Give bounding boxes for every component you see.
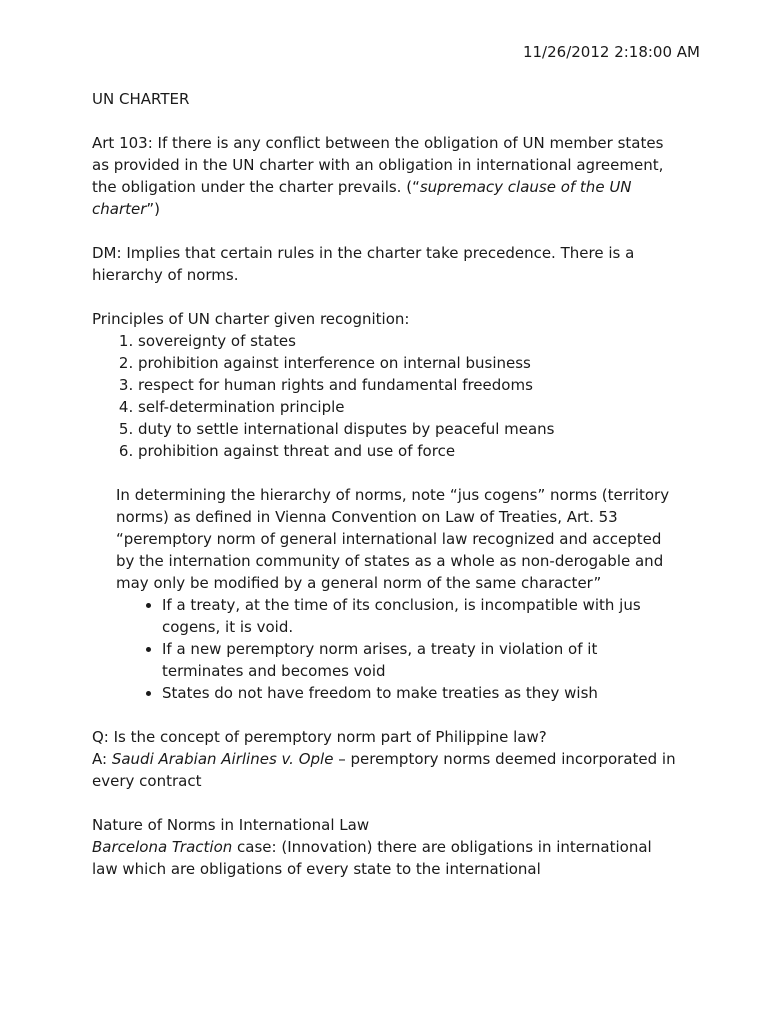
qa-block bbox=[92, 726, 682, 792]
art-103-close: ”) bbox=[146, 200, 161, 218]
principles-intro: Principles of UN charter given recognition: bbox=[92, 310, 410, 328]
art-103-paragraph bbox=[92, 132, 682, 220]
list-item: • If a new peremptory norm arises, a treaty in violation of it terminates and becomes void bbox=[162, 638, 682, 682]
art-103-text: Art 103: If there is any conflict between the obligation of UN member states as provided in the UN charter with an obligation in international agreement, the obligation under the charter prevails. (“ bbox=[92, 134, 664, 196]
document-title: UN CHARTER bbox=[92, 90, 190, 108]
nature-heading: Nature of Norms in International Law bbox=[92, 816, 370, 834]
answer-prefix: A: bbox=[92, 750, 112, 768]
list-item: 5. duty to settle international disputes by peaceful means bbox=[138, 418, 682, 440]
document-body bbox=[92, 88, 682, 902]
supremacy-clause-term: supremacy clause of the UN charter bbox=[92, 178, 632, 218]
list-item: • States do not have freedom to make treaties as they wish bbox=[162, 682, 682, 704]
list-item: 3. respect for human rights and fundamental freedoms bbox=[138, 374, 682, 396]
timestamp: 11/26/2012 2:18:00 AM bbox=[522, 43, 700, 61]
case-name: Barcelona Traction bbox=[92, 838, 233, 856]
principles-list bbox=[92, 330, 682, 462]
list-item: 1. sovereignty of states bbox=[138, 330, 682, 352]
case-name: Saudi Arabian Airlines v. Ople bbox=[111, 750, 334, 768]
hierarchy-paragraph: In determining the hierarchy of norms, note “jus cogens” norms (territory norms) as defined in Vienna Convention on Law of Treaties, Art. 53 “peremptory norm of general international law recognized and accepted by the internation community of states as a whole as non-derogable and may only be modified by a general norm of the same character” bbox=[116, 486, 670, 592]
list-item: 2. prohibition against interference on internal business bbox=[138, 352, 682, 374]
question-text: Q: Is the concept of peremptory norm part of Philippine law? bbox=[92, 728, 547, 746]
list-item: 6. prohibition against threat and use of force bbox=[138, 440, 682, 462]
answer-text: – peremptory norms deemed incorporated in every contract bbox=[92, 750, 676, 790]
nature-text: case: (Innovation) there are obligations in international law which are obligations of every state to the international bbox=[92, 838, 652, 878]
list-item: • If a treaty, at the time of its conclusion, is incompatible with jus cogens, it is void. bbox=[162, 594, 682, 638]
dm-paragraph: DM: Implies that certain rules in the charter take precedence. There is a hierarchy of norms. bbox=[92, 244, 635, 284]
jus-cogens-bullets bbox=[92, 594, 682, 704]
nature-block bbox=[92, 814, 682, 880]
list-item: 4. self-determination principle bbox=[138, 396, 682, 418]
